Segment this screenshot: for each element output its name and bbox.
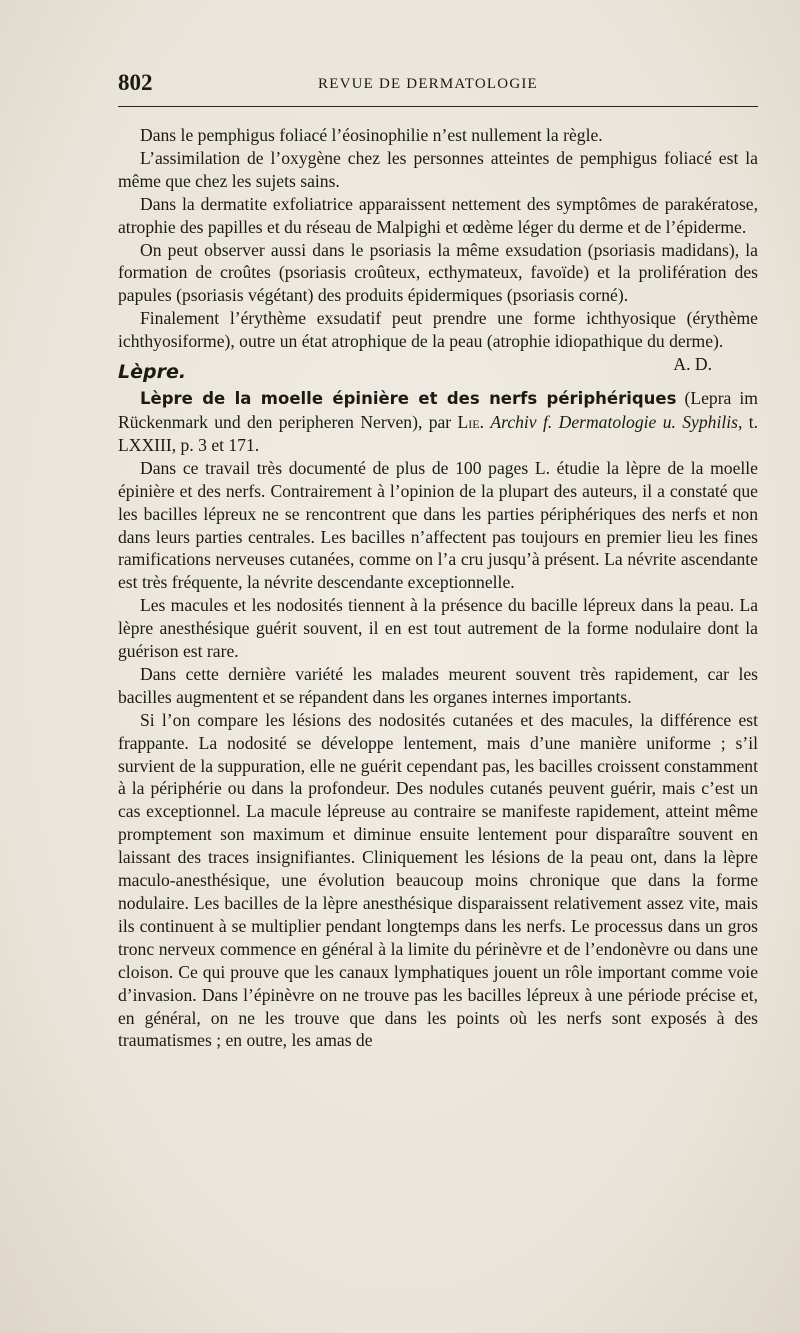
paragraph: Les macules et les nodosités tiennent à la présence du bacille lépreux dans la peau. La lèpre anesthésique guérit souvent, il en est tout autrement de la forme nodulaire dont la guérison est rare. xyxy=(118,595,758,662)
running-head: REVUE DE DERMATOLOGIE xyxy=(318,76,538,92)
header-rule xyxy=(118,106,758,107)
article-title: Lèpre de la moelle épinière et des nerfs périphériques xyxy=(140,389,677,409)
author-signature: A. D. xyxy=(673,354,712,375)
article-citation: t. LXXIII, p. 3 et 171. xyxy=(118,411,759,455)
paragraph: Dans ce travail très documenté de plus de 100 pages L. étudie la lèpre de la moelle épinière et des nerfs. Contrairement à l’opinion de la plupart des auteurs, il a constaté que les bacilles lépreux ne se rencontrent que dans les parties périphériques des nerfs et non dans leurs parties centrales. Les bacilles n’affectent pas toujours en premier lieu les fines ramifications nerveuses cutanées, comme on l’a cru jusqu’à présent. La névrite ascendante est très fréquente, la névrite descendante exceptionnelle. xyxy=(118,457,758,593)
article-reference: Lèpre de la moelle épinière et des nerfs périphériques (Lepra im Rückenmark und den peripheren Nerven), par Lie. Archiv f. Dermatologie u. Syphilis, t. LXXIII, p. 3 et 171. xyxy=(118,388,759,455)
paragraph: On peut observer aussi dans le psoriasis la même exsudation (psoriasis madidans), la formation de croûtes (psoriasis croûteux, ecthymateux, favoïde) et la prolifération des papules (psoriasis végétant) des produits épidermiques (psoriasis corné). xyxy=(118,239,758,306)
section-heading: Lèpre. xyxy=(118,361,187,384)
paragraph: Dans le pemphigus foliacé l’éosinophilie n’est nullement la règle. xyxy=(140,125,603,145)
paragraph: Dans cette dernière variété les malades meurent souvent très rapidement, car les bacilles augmentent et se répandent dans les organes internes importants. xyxy=(118,663,758,707)
article-journal: Archiv f. Dermatologie u. Syphilis, xyxy=(490,411,743,432)
article-author: Lie xyxy=(457,411,480,432)
article-original-title: (Lepra im Rückenmark und den peripheren Nerven), par xyxy=(118,388,758,432)
paragraph-text: Finalement l’érythème exsudatif peut prendre une forme ichthyosique (érythème ichthyosiforme), outre un état atrophique de la peau (atrophie idiopathique du derme). xyxy=(118,308,758,352)
page-header xyxy=(118,70,758,100)
paragraph: Dans la dermatite exfoliatrice apparaissent nettement des symptômes de parakératose, atrophie des papilles et du réseau de Malpighi et œdème léger du derme et de l’épiderme. xyxy=(118,193,758,237)
paragraph: L’assimilation de l’oxygène chez les personnes atteintes de pemphigus foliacé est la même que chez les sujets sains. xyxy=(118,147,758,191)
paragraph: Si l’on compare les lésions des nodosités cutanées et des macules, la différence est frappante. La nodosité se développe lentement, mais d’une manière uniforme ; s’il survient de la suppuration, elle ne guérit cependant pas, les bacilles croissent constamment à la périphérie ou dans la profondeur. Des nodules cutanés peuvent guérir, mais c’est un cas exceptionnel. La macule lépreuse au contraire se manifeste rapidement, atteint même promptement son maximum et diminue ensuite lentement pour disparaître souvent en laissant des traces insignifiantes. Cliniquement les lésions de la peau ont, dans la lèpre maculo-anesthésique, une évolution beaucoup moins chronique que dans la forme nodulaire. Les bacilles de la lèpre anesthésique disparaissent relativement assez vite, mais ils continuent à se multiplier pendant longtemps dans les nerfs. Le processus dans un gros tronc nerveux commence en général à la limite du périnèvre et de l’endonèvre ou dans une cloison. Ce qui prouve que les canaux lymphatiques jouent un rôle important comme voie d’invasion. Dans l’épinèvre on ne trouve pas les bacilles lépreux à une période précise et, en général, on ne les trouve que dans les points où les nerfs sont exposés à des traumatismes ; en outre, les amas de xyxy=(118,709,758,1051)
body-text xyxy=(118,124,758,1052)
page-number: 802 xyxy=(118,70,153,95)
